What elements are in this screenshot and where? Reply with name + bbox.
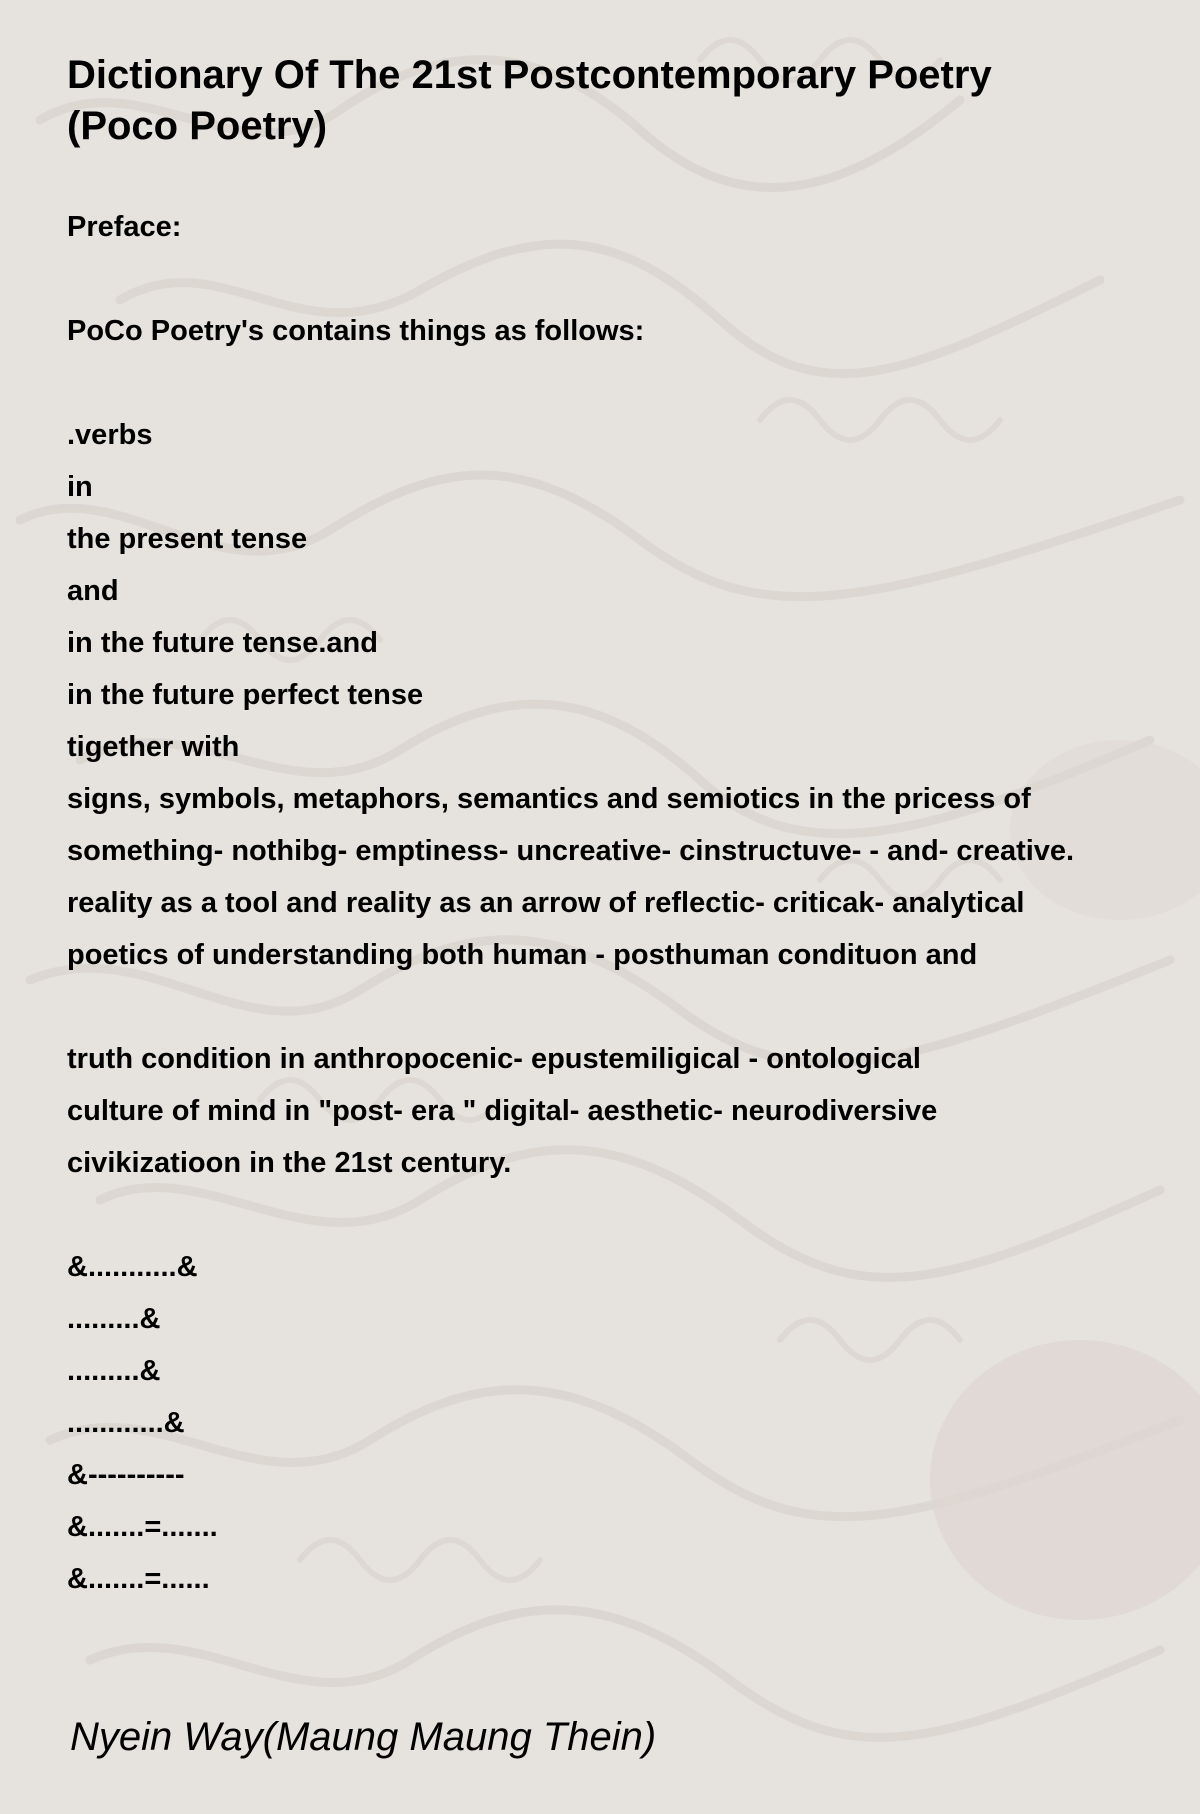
poem-line: in <box>67 471 93 503</box>
poem-line: .........& <box>67 1303 161 1335</box>
poem-line: the present tense <box>67 523 308 555</box>
poem-line: .........& <box>67 1355 161 1387</box>
poem-line: something- nothibg- emptiness- uncreative- cinstructuve- - and- creative. <box>67 835 1075 867</box>
poem-line: civikizatioon in the 21st century. <box>67 1147 512 1179</box>
poem-blank-line <box>67 981 1197 1033</box>
poem-line: in the future tense.and <box>67 627 378 659</box>
poem-line: reality as a tool and reality as an arrow of reflectic- criticak- analytical <box>67 887 1025 919</box>
poem-blank-line <box>67 357 1197 409</box>
poem-line: culture of mind in "post- era " digital- aesthetic- neurodiversive <box>67 1095 938 1127</box>
poem-blank-line <box>67 1189 1197 1241</box>
poem-title-line-1: Dictionary Of The 21st Postcontemporary Poetry <box>67 53 992 97</box>
poem-line: &.......=...... <box>67 1563 210 1595</box>
poem-line: .verbs <box>67 419 153 451</box>
poem-line: Preface: <box>67 211 182 243</box>
poem-line: ............& <box>67 1407 185 1439</box>
poem-line: truth condition in anthropocenic- epustemiligical - ontological <box>67 1043 921 1075</box>
poem-line: in the future perfect tense <box>67 679 424 711</box>
poem-line: and <box>67 575 119 607</box>
poem-line: &...........& <box>67 1251 198 1283</box>
poem-title-line-2: (Poco Poetry) <box>67 104 328 148</box>
poem-line: PoCo Poetry's contains things as follows: <box>67 315 645 347</box>
poem-title <box>67 50 1167 152</box>
poem-line: poetics of understanding both human - posthuman condituon and <box>67 939 978 971</box>
poem-line: &.......=....... <box>67 1511 218 1543</box>
poem-line: &---------- <box>67 1459 185 1491</box>
poem-body <box>67 201 1197 1605</box>
poem-line: signs, symbols, metaphors, semantics and semiotics in the pricess of <box>67 783 1031 815</box>
poem-line: tigether with <box>67 731 240 763</box>
poem-blank-line <box>67 253 1197 305</box>
poem-author: Nyein Way(Maung Maung Thein) <box>70 1715 657 1759</box>
